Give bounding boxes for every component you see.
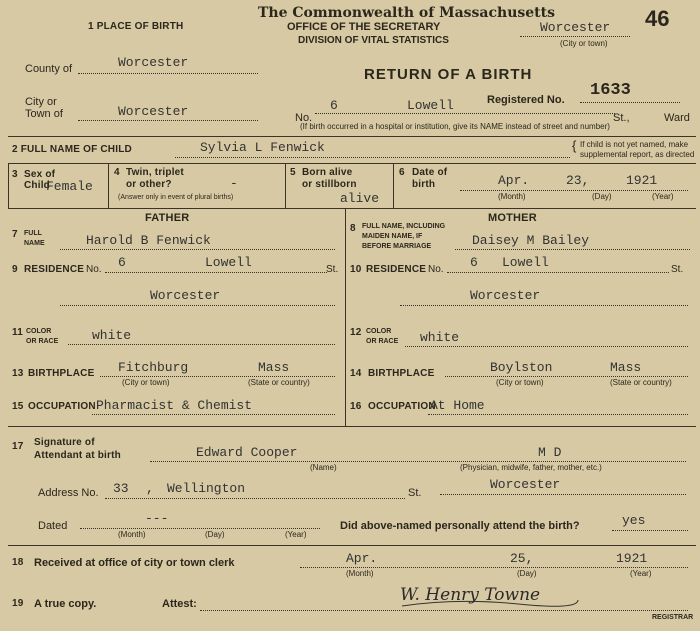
division-heading: DIVISION OF VITAL STATISTICS	[298, 35, 449, 46]
father-color-value: white	[92, 328, 132, 343]
page-number: 46	[645, 6, 670, 31]
city-label-1: City or	[25, 96, 57, 108]
received-month: Apr.	[346, 551, 378, 566]
sex-label: Sex of	[24, 169, 56, 180]
twin-label: Twin, triplet	[126, 167, 184, 178]
dated-value: ---	[145, 511, 169, 526]
dated-label: Dated	[38, 520, 68, 532]
city-top-value: Worcester	[540, 20, 611, 35]
attendant-title: M D	[538, 445, 562, 460]
county-value: Worcester	[118, 55, 189, 70]
mother-color-value: white	[420, 330, 460, 345]
address-no: 33	[113, 481, 129, 496]
registrar-signature	[398, 576, 588, 610]
received-label: Received at office of city or town clerk	[34, 557, 235, 569]
alive-value: alive	[340, 191, 380, 206]
registrar-label: REGISTRAR	[652, 614, 694, 621]
attendant-name: Edward Cooper	[196, 445, 298, 460]
attest-label: Attest:	[162, 598, 197, 610]
child-note-1: If child is not yet named, make	[580, 140, 689, 149]
received-year: 1921	[616, 551, 648, 566]
street-value: Lowell	[407, 98, 454, 113]
date-label: Date of	[412, 167, 448, 178]
child-name-value: Sylvia L Fenwick	[200, 140, 325, 155]
received-day: 25,	[510, 551, 534, 566]
address-city: Worcester	[490, 477, 561, 492]
alive-label: Born alive	[302, 167, 353, 178]
father-heading: FATHER	[145, 212, 190, 224]
city-value: Worcester	[118, 104, 189, 119]
form-title: RETURN OF A BIRTH	[364, 66, 533, 83]
mother-occupation-value: At Home	[430, 398, 485, 413]
registered-label: Registered No.	[487, 94, 565, 106]
registrar-signature-text: W. Henry Towne	[400, 585, 541, 605]
twin-note: (Answer only in event of plural births)	[118, 194, 234, 201]
father-residence-city: Worcester	[150, 288, 221, 303]
twin-value: -	[230, 176, 238, 191]
address-street: Wellington	[167, 481, 246, 496]
attendant-label: Signature of	[34, 437, 95, 448]
father-residence-no: 6	[118, 255, 126, 270]
mother-residence-city: Worcester	[470, 288, 541, 303]
father-occupation-label: OCCUPATION	[28, 401, 96, 412]
father-birthplace-city: Fitchburg	[118, 360, 189, 375]
sex-value: Female	[46, 179, 93, 194]
attend-answer: yes	[622, 513, 646, 528]
father-birthplace-label: BIRTHPLACE	[28, 368, 95, 379]
birth-day: 23,	[566, 173, 590, 188]
mother-birthplace-city: Boylston	[490, 360, 553, 375]
father-residence-street: Lowell	[205, 255, 252, 270]
mother-birthplace-label: BIRTHPLACE	[368, 368, 435, 379]
ward-label: Ward	[664, 112, 690, 124]
birth-month: Apr.	[498, 173, 530, 188]
address-label: Address No.	[38, 487, 99, 499]
st-label: St.,	[613, 112, 630, 124]
mother-name-value: Daisey M Bailey	[472, 233, 590, 248]
true-copy-label: A true copy.	[34, 598, 97, 610]
child-note-2: supplemental report, as directed	[580, 150, 695, 159]
mother-residence-no: 6	[470, 255, 478, 270]
mother-residence-street: Lowell	[502, 255, 549, 270]
registered-number: 1633	[590, 81, 631, 100]
place-of-birth-label: 1 PLACE OF BIRTH	[88, 21, 184, 32]
mother-residence-label: RESIDENCE	[366, 264, 427, 275]
city-label-2: Town of	[25, 108, 63, 120]
attend-question: Did above-named personally attend the birth?	[340, 520, 580, 532]
father-residence-label: RESIDENCE	[24, 264, 85, 275]
hospital-note: (If birth occurred in a hospital or institution, give its NAME instead of street and number)	[300, 122, 610, 131]
no-label: No.	[295, 112, 313, 124]
street-no-value: 6	[330, 98, 338, 113]
father-birthplace-state: Mass	[258, 360, 290, 375]
father-name-value: Harold B Fenwick	[86, 233, 211, 248]
office-heading: OFFICE OF THE SECRETARY	[287, 21, 441, 33]
mother-heading: MOTHER	[488, 212, 537, 224]
city-top-caption: (City or town)	[560, 39, 608, 48]
birth-certificate: 1 PLACE OF BIRTH The Commonwealth of Massachusetts OFFICE OF THE SECRETARY DIVISION OF VITAL STATISTICS Worcester (City or town) 46 County of Worcester RETURN OF A BIRTH City or Town of Worcester Registered No. 1633 No. 6 Lowell St., Ward (If birth occurred in a hospital or institution, give its NAME instead of street and number) 2 FULL NAME OF CHILD Sylvia L Fenwick { If child is not yet named, make supplemental report, as directed 3 Sex of Child Female 4 Twin, triplet or other? - (Answer only in event of plural births) 5 Born alive or stillborn alive 6 Date of birth Apr. 23, 1921 (Month) (Day) (Year) FATHER MOTHER 7 FULL NAME Harold B Fenwick 8 FULL NAME, INCLUDING MAIDEN NAME, IF BEFORE MARRIAGE Daisey M Bailey 9 RESIDENCE No. 6 Lowell St. Worcester 10 RESIDENCE No. 6 Lowell St. Worcester 11 COLOR OR RACE white 12 COLOR OR RACE white 13 BIRTHPLACE Fitchburg Mass (City or town) (State or country) 14 BIRTHPLACE Boylston Mass (City or town) (State or country) 15 OCCUPATION Pharmacist & Chemist 16 OCCUPATION At Home 17 Signature of Attendant at birth Edward Cooper M D (Name) (Physician, midwife, father, mother, etc.) Address No. 33 , Wellington St. Worcester Dated --- (Month) (Day) (Year) Did above-named personally attend the birth? yes 18 Received at office of city or town clerk Apr. 25, 1921 (Month) (Day) (Year) 19 A true copy. Attest: W. Henry Towne REGISTRAR	[0, 0, 700, 631]
county-label: County of	[25, 63, 73, 75]
birth-year: 1921	[626, 173, 658, 188]
mother-occupation-label: OCCUPATION	[368, 401, 436, 412]
commonwealth-heading: The Commonwealth of Massachusetts	[258, 5, 555, 21]
mother-birthplace-state: Mass	[610, 360, 642, 375]
child-name-label: 2 FULL NAME OF CHILD	[12, 144, 132, 155]
father-occupation-value: Pharmacist & Chemist	[96, 398, 253, 413]
